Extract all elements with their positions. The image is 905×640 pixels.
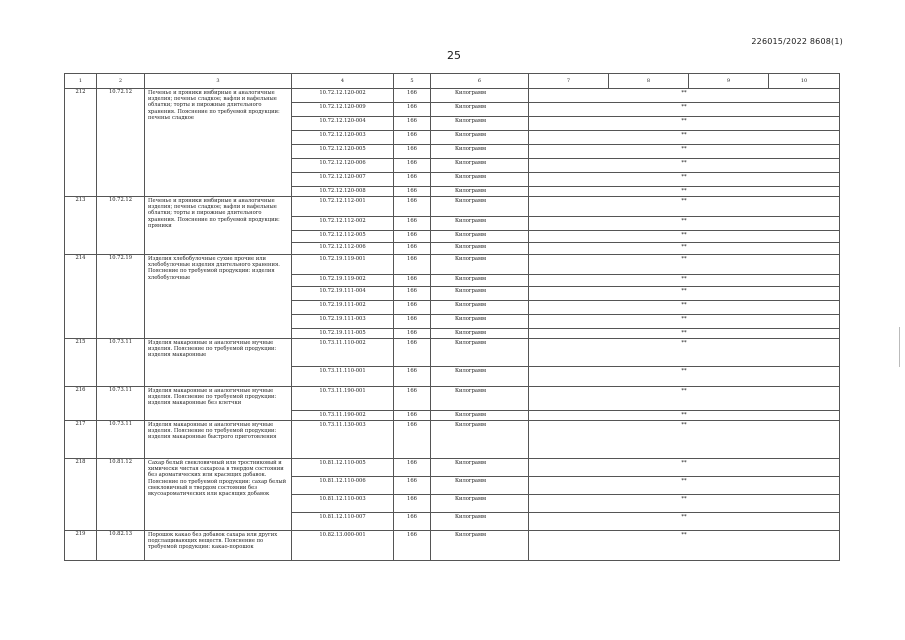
okei-code-cell: 166: [394, 187, 431, 197]
unit-name-cell: Килограмм: [431, 531, 529, 561]
okei-code-cell: 166: [394, 339, 431, 367]
column-header: 2: [97, 74, 145, 89]
okei-code-cell: 166: [394, 231, 431, 243]
okei-code-cell: 166: [394, 103, 431, 117]
okpd-code-cell: 10.73.11: [97, 421, 145, 459]
ktru-code-cell: 10.72.12.112-005: [292, 231, 394, 243]
value-cell: **: [529, 173, 840, 187]
okpd-code-cell: 10.73.11: [97, 387, 145, 421]
column-header: 1: [65, 74, 97, 89]
okei-code-cell: 166: [394, 287, 431, 301]
description-cell: Печенье и пряники имбирные и аналогичные изделия; печенье сладкое; вафли и вафельные облатки; торты и пирожные длительного хранения. Пояснение по требуемой продукции: пряники: [145, 197, 292, 255]
okpd-code-cell: 10.82.13: [97, 531, 145, 561]
requirements-table-container: [64, 73, 839, 599]
unit-name-cell: Килограмм: [431, 367, 529, 387]
unit-name-cell: Килограмм: [431, 411, 529, 421]
ktru-code-cell: 10.72.12.120-008: [292, 187, 394, 197]
unit-name-cell: Килограмм: [431, 255, 529, 275]
description-cell: Порошок какао без добавок сахара или других подслащивающих веществ. Пояснение по требуемой продукции: какао-порошок: [145, 531, 292, 561]
column-header: 8: [609, 74, 689, 89]
row-number-cell: 213: [65, 197, 97, 255]
okpd-code-cell: 10.73.11: [97, 339, 145, 387]
ktru-code-cell: 10.72.12.120-003: [292, 131, 394, 145]
value-cell: **: [529, 145, 840, 159]
ktru-code-cell: 10.72.12.112-002: [292, 217, 394, 231]
table-row: [65, 531, 840, 561]
ktru-code-cell: 10.72.19.111-003: [292, 315, 394, 329]
unit-name-cell: Килограмм: [431, 231, 529, 243]
value-cell: **: [529, 531, 840, 561]
column-header: 9: [689, 74, 769, 89]
ktru-code-cell: 10.81.12.110-007: [292, 513, 394, 531]
table-row: [65, 197, 840, 217]
unit-name-cell: Килограмм: [431, 329, 529, 339]
ktru-code-cell: 10.72.12.120-007: [292, 173, 394, 187]
okpd-code-cell: 10.72.12: [97, 89, 145, 197]
unit-name-cell: Килограмм: [431, 89, 529, 103]
ktru-code-cell: 10.73.11.110-002: [292, 339, 394, 367]
value-cell: **: [529, 197, 840, 217]
document-number: 226015/2022 8608(1): [751, 37, 843, 46]
value-cell: **: [529, 387, 840, 411]
okei-code-cell: 166: [394, 477, 431, 495]
unit-name-cell: Килограмм: [431, 197, 529, 217]
value-cell: **: [529, 231, 840, 243]
okei-code-cell: 166: [394, 513, 431, 531]
column-header: 10: [769, 74, 840, 89]
okei-code-cell: 166: [394, 117, 431, 131]
description-cell: Изделия макаронные и аналогичные мучные изделия. Пояснение по требуемой продукции: изделия макаронные быстрого приготовления: [145, 421, 292, 459]
row-number-cell: 216: [65, 387, 97, 421]
ktru-code-cell: 10.72.12.120-005: [292, 145, 394, 159]
okpd-code-cell: 10.72.12: [97, 197, 145, 255]
value-cell: **: [529, 89, 840, 103]
value-cell: **: [529, 421, 840, 459]
row-number-cell: 219: [65, 531, 97, 561]
ktru-code-cell: 10.81.12.110-003: [292, 495, 394, 513]
ktru-code-cell: 10.72.19.119-001: [292, 255, 394, 275]
column-header: 3: [145, 74, 292, 89]
description-cell: Изделия хлебобулочные сухие прочие или хлебобулочные изделия длительного хранения. Пояснение по требуемой продукции: изделия хлебобулочные: [145, 255, 292, 339]
unit-name-cell: Килограмм: [431, 131, 529, 145]
table-row: [65, 459, 840, 477]
okei-code-cell: 166: [394, 329, 431, 339]
value-cell: **: [529, 217, 840, 231]
ktru-code-cell: 10.72.19.111-005: [292, 329, 394, 339]
ktru-code-cell: 10.72.12.120-006: [292, 159, 394, 173]
okei-code-cell: 166: [394, 173, 431, 187]
unit-name-cell: Килограмм: [431, 477, 529, 495]
okei-code-cell: 166: [394, 495, 431, 513]
value-cell: **: [529, 411, 840, 421]
value-cell: **: [529, 287, 840, 301]
okei-code-cell: 166: [394, 301, 431, 315]
row-number-cell: 217: [65, 421, 97, 459]
value-cell: **: [529, 255, 840, 275]
ktru-code-cell: 10.81.12.110-006: [292, 477, 394, 495]
okpd-code-cell: 10.72.19: [97, 255, 145, 339]
ktru-code-cell: 10.73.11.130-003: [292, 421, 394, 459]
table-row: [65, 255, 840, 275]
column-header: 6: [431, 74, 529, 89]
value-cell: **: [529, 301, 840, 315]
unit-name-cell: Килограмм: [431, 103, 529, 117]
unit-name-cell: Килограмм: [431, 459, 529, 477]
ktru-code-cell: 10.72.12.120-002: [292, 89, 394, 103]
column-header: 5: [394, 74, 431, 89]
value-cell: **: [529, 103, 840, 117]
value-cell: **: [529, 131, 840, 145]
okei-code-cell: 166: [394, 411, 431, 421]
okei-code-cell: 166: [394, 243, 431, 255]
ktru-code-cell: 10.81.12.110-005: [292, 459, 394, 477]
okei-code-cell: 166: [394, 145, 431, 159]
unit-name-cell: Килограмм: [431, 339, 529, 367]
unit-name-cell: Килограмм: [431, 275, 529, 287]
row-number-cell: 214: [65, 255, 97, 339]
ktru-code-cell: 10.72.19.111-004: [292, 287, 394, 301]
unit-name-cell: Килограмм: [431, 217, 529, 231]
value-cell: **: [529, 367, 840, 387]
okei-code-cell: 166: [394, 131, 431, 145]
okei-code-cell: 166: [394, 367, 431, 387]
description-cell: Изделия макаронные и аналогичные мучные изделия. Пояснение по требуемой продукции: изделия макаронные без клетчки: [145, 387, 292, 421]
description-cell: Печенье и пряники имбирные и аналогичные изделия; печенье сладкое; вафли и вафельные облатки; торты и пирожные длительного хранения. Пояснение по требуемой продукции: печенье сладкое: [145, 89, 292, 197]
row-number-cell: 215: [65, 339, 97, 387]
unit-name-cell: Килограмм: [431, 387, 529, 411]
unit-name-cell: Килограмм: [431, 287, 529, 301]
ktru-code-cell: 10.72.19.119-002: [292, 275, 394, 287]
table-row: [65, 89, 840, 103]
column-header: 4: [292, 74, 394, 89]
value-cell: **: [529, 275, 840, 287]
ktru-code-cell: 10.72.12.112-001: [292, 197, 394, 217]
okei-code-cell: 166: [394, 421, 431, 459]
value-cell: **: [529, 339, 840, 367]
row-number-cell: 212: [65, 89, 97, 197]
description-cell: Сахар белый свекловичный или тростниковый и химически чистая сахароза в твердом состоянии без ароматических или красящих добавок. Пояснение по требуемой продукции: сахар белый свекловичный в твердом состоянии без вкусоароматических или красящих добавок: [145, 459, 292, 531]
okei-code-cell: 166: [394, 387, 431, 411]
unit-name-cell: Килограмм: [431, 301, 529, 315]
value-cell: **: [529, 117, 840, 131]
okei-code-cell: 166: [394, 531, 431, 561]
value-cell: **: [529, 329, 840, 339]
okei-code-cell: 166: [394, 159, 431, 173]
value-cell: **: [529, 243, 840, 255]
okei-code-cell: 166: [394, 197, 431, 217]
table-row: [65, 339, 840, 367]
page-edge-mark: [899, 327, 900, 367]
ktru-code-cell: 10.72.12.120-004: [292, 117, 394, 131]
ktru-code-cell: 10.72.12.112-006: [292, 243, 394, 255]
table-body: [65, 89, 840, 561]
ktru-code-cell: 10.73.11.110-001: [292, 367, 394, 387]
page-number: 25: [447, 49, 461, 62]
requirements-table: [64, 73, 840, 561]
unit-name-cell: Килограмм: [431, 117, 529, 131]
unit-name-cell: Килограмм: [431, 159, 529, 173]
value-cell: **: [529, 315, 840, 329]
ktru-code-cell: 10.72.12.120-009: [292, 103, 394, 117]
value-cell: **: [529, 159, 840, 173]
value-cell: **: [529, 477, 840, 495]
value-cell: **: [529, 495, 840, 513]
unit-name-cell: Килограмм: [431, 173, 529, 187]
ktru-code-cell: 10.73.11.190-001: [292, 387, 394, 411]
unit-name-cell: Килограмм: [431, 513, 529, 531]
unit-name-cell: Килограмм: [431, 243, 529, 255]
value-cell: **: [529, 513, 840, 531]
value-cell: **: [529, 187, 840, 197]
table-row: [65, 421, 840, 459]
ktru-code-cell: 10.72.19.111-002: [292, 301, 394, 315]
header-row: [65, 74, 840, 89]
unit-name-cell: Килограмм: [431, 421, 529, 459]
okpd-code-cell: 10.81.12: [97, 459, 145, 531]
unit-name-cell: Килограмм: [431, 145, 529, 159]
okei-code-cell: 166: [394, 217, 431, 231]
okei-code-cell: 166: [394, 89, 431, 103]
okei-code-cell: 166: [394, 315, 431, 329]
okei-code-cell: 166: [394, 459, 431, 477]
okei-code-cell: 166: [394, 275, 431, 287]
row-number-cell: 218: [65, 459, 97, 531]
ktru-code-cell: 10.73.11.190-002: [292, 411, 394, 421]
unit-name-cell: Килограмм: [431, 315, 529, 329]
unit-name-cell: Килограмм: [431, 495, 529, 513]
description-cell: Изделия макаронные и аналогичные мучные изделия. Пояснение по требуемой продукции: изделия макаронные: [145, 339, 292, 387]
column-header: 7: [529, 74, 609, 89]
okei-code-cell: 166: [394, 255, 431, 275]
ktru-code-cell: 10.82.13.000-001: [292, 531, 394, 561]
table-row: [65, 387, 840, 411]
unit-name-cell: Килограмм: [431, 187, 529, 197]
value-cell: **: [529, 459, 840, 477]
